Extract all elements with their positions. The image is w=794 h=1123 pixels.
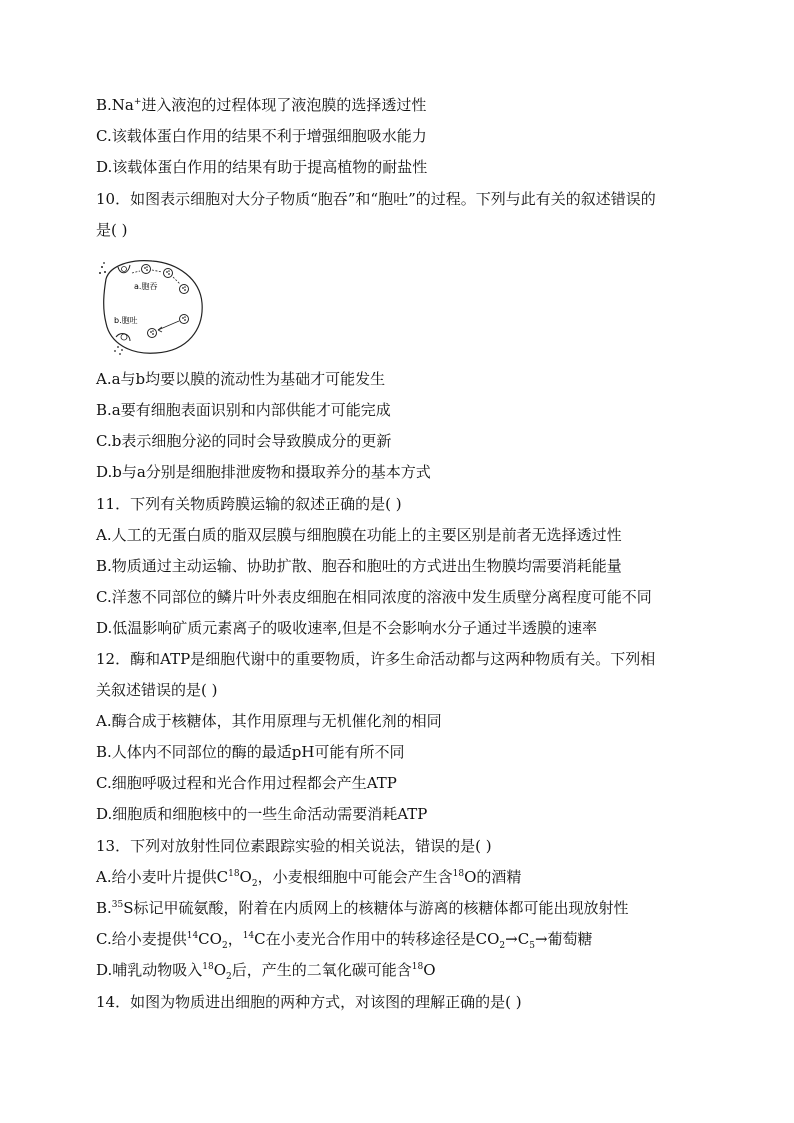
q12-stem-line2: 关叙述错误的是( ) <box>96 681 218 699</box>
q9-option-c: C.该载体蛋白作用的结果不利于增强细胞吸水能力 <box>96 127 427 145</box>
q10-stem-line2: 是( ) <box>96 221 128 239</box>
q10-option-a: A.a与b均要以膜的流动性为基础才可能发生 <box>96 370 386 388</box>
q10-option-b: B.a要有细胞表面识别和内部供能才可能完成 <box>96 401 391 419</box>
q10-stem-line1: 10．如图表示细胞对大分子物质“胞吞”和“胞吐”的过程。下列与此有关的叙述错误的 <box>96 190 656 208</box>
q13-stem: 13．下列对放射性同位素跟踪实验的相关说法，错误的是( ) <box>96 837 492 855</box>
particle <box>104 271 106 273</box>
vesicle <box>180 315 189 324</box>
q13-option-b: B.$^{35}$S标记甲硫氨酸，附着在内质网上的核糖体与游离的核糖体都可能出现放射性 <box>96 899 629 917</box>
q10-option-d: D.b与a分别是细胞排泄废物和摄取养分的基本方式 <box>96 463 431 481</box>
q13-option-a: A.给小麦叶片提供$C^{18}O_2$，小麦根细胞中可能会产生含$^{18}$O的酒精 <box>96 868 522 889</box>
endocytosis-exocytosis-diagram <box>96 257 206 357</box>
q12-option-d: D.细胞质和细胞核中的一些生命活动需要消耗ATP <box>96 805 428 823</box>
vesicle <box>142 265 151 274</box>
vesicle <box>122 267 127 272</box>
particle <box>101 266 103 268</box>
cell-diagram-svg <box>96 257 206 357</box>
q12-option-c: C.细胞呼吸过程和光合作用过程都会产生ATP <box>96 774 397 792</box>
q11-option-d: D.低温影响矿质元素离子的吸收速率,但是不会影响水分子通过半透膜的速率 <box>96 619 598 637</box>
vesicle <box>164 269 173 278</box>
q10-option-c: C.b表示细胞分泌的同时会导致膜成分的更新 <box>96 432 392 450</box>
q11-option-c: C.洋葱不同部位的鳞片叶外表皮细胞在相同浓度的溶液中发生质壁分离程度可能不同 <box>96 588 652 606</box>
label-endocytosis: a.胞吞 <box>134 282 158 291</box>
particle <box>103 262 105 264</box>
q12-stem-line1: 12．酶和ATP是细胞代谢中的重要物质，许多生命活动都与这两种物质有关。下列相 <box>96 650 656 668</box>
q12-option-b: B.人体内不同部位的酶的最适pH可能有所不同 <box>96 743 405 761</box>
q13-option-d: D.哺乳动物吸入$^{18}O_2$后，产生的二氧化碳可能含$^{18}$O <box>96 961 436 982</box>
q14-stem: 14．如图为物质进出细胞的两种方式，对该图的理解正确的是( ) <box>96 993 522 1011</box>
vesicle <box>148 329 157 338</box>
cell-membrane <box>104 261 202 354</box>
particle <box>99 272 101 274</box>
q13-option-c: C.给小麦提供$^{14}CO_2$，$^{14}$C在小麦光合作用中的转移途径是$CO_2\to C_5\to$葡萄糖 <box>96 930 593 951</box>
vesicle <box>180 285 189 294</box>
q12-option-a: A.酶合成于核糖体，其作用原理与无机催化剂的相同 <box>96 712 442 730</box>
q9-option-b: B.Na+进入液泡的过程体现了液泡膜的选择透过性 <box>96 96 427 114</box>
q11-option-a: A.人工的无蛋白质的脂双层膜与细胞膜在功能上的主要区别是前者无选择透过性 <box>96 526 622 544</box>
q11-stem: 11．下列有关物质跨膜运输的叙述正确的是( ) <box>96 495 402 513</box>
q11-option-b: B.物质通过主动运输、协助扩散、胞吞和胞吐的方式进出生物膜均需要消耗能量 <box>96 557 622 575</box>
q9-option-d: D.该载体蛋白作用的结果有助于提高植物的耐盐性 <box>96 158 428 176</box>
label-exocytosis: b.胞吐 <box>114 316 138 325</box>
